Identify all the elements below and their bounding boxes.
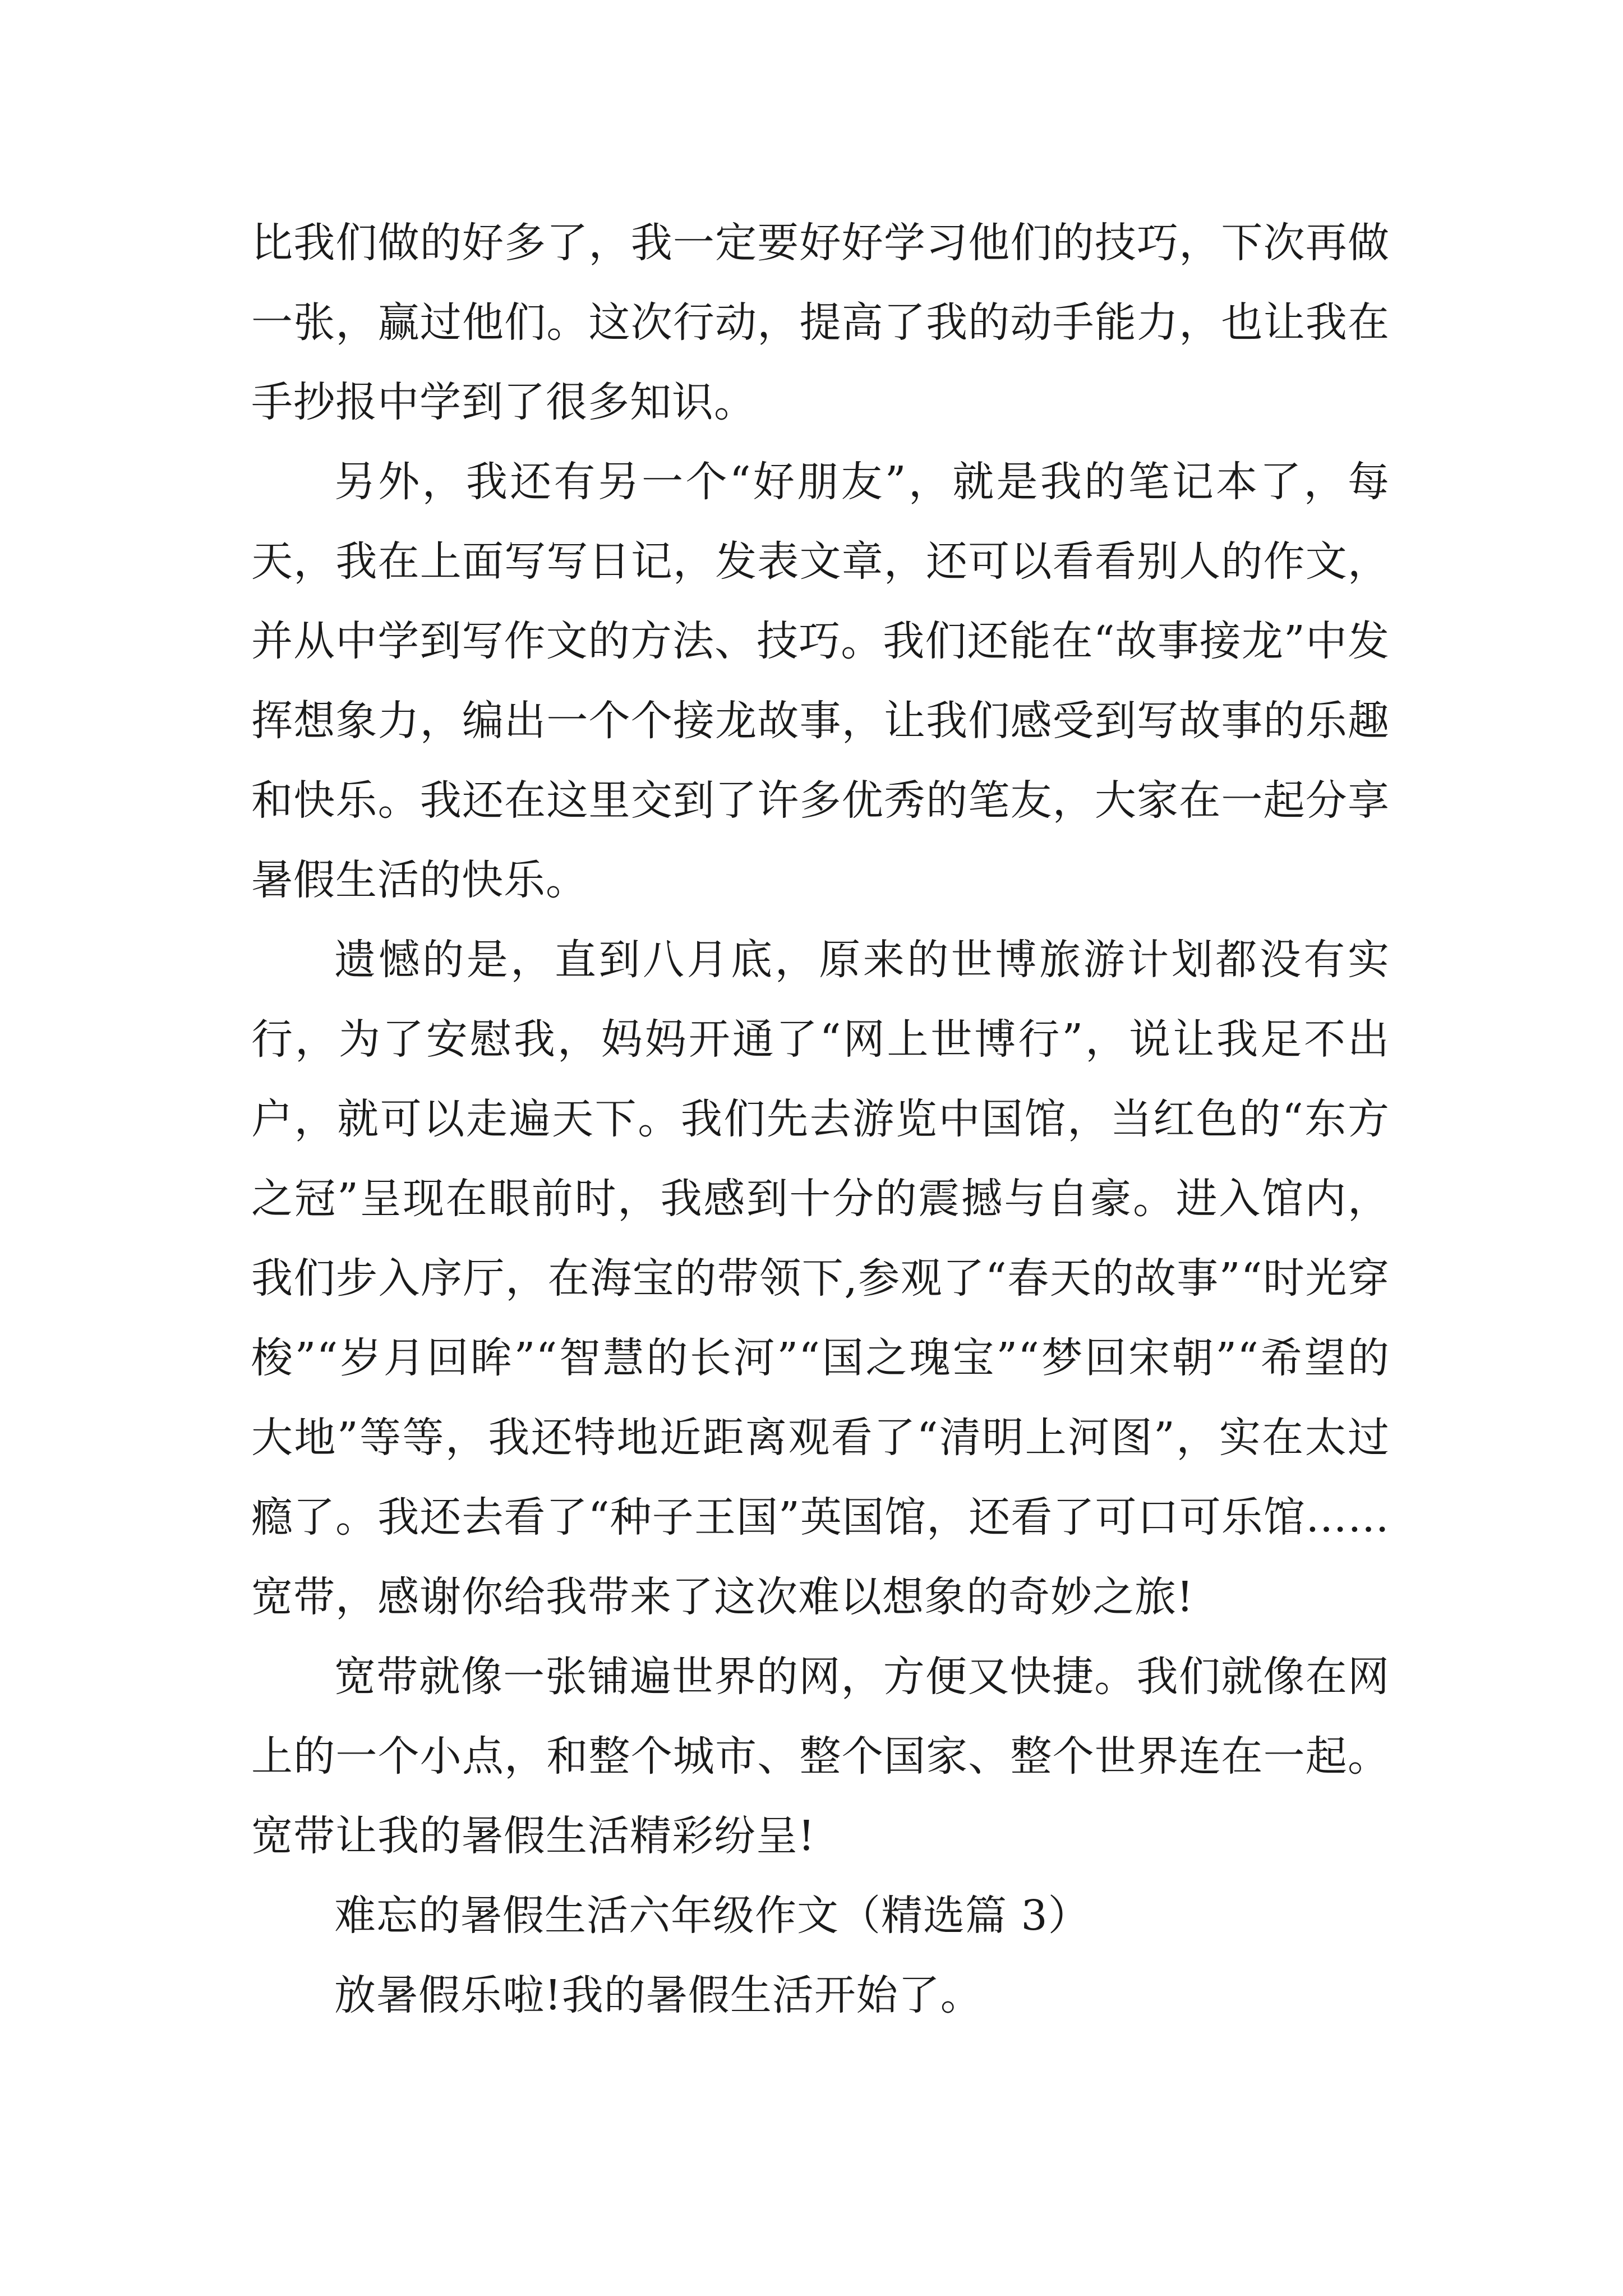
paragraph-expo: 遗憾的是，直到八月底，原来的世博旅游计划都没有实行，为了安慰我，妈妈开通了“网上世博行”，说让我足不出户，就可以走遍天下。我们先去游览中国馆，当红色的“东方之冠”呈现在眼前时，我感到十分的震撼与自豪。进入馆内，我们步入序厅，在海宝的带领下,参观了“春天的故事”“时光穿梭”“岁月回眸”“智慧的长河”“国之瑰宝”“梦回宋朝”“希望的大地”等等，我还特地近距离观看了“清明上河图”，实在太过瘾了。我还去看了“种子王国”英国馆，还看了可口可乐馆……宽带，感谢你给我带来了这次难以想象的奇妙之旅! — [251, 936, 1390, 1621]
section-title: 难忘的暑假生活六年级作文（精选篇 3） — [334, 1892, 1090, 1940]
paragraph-summer-start: 放暑假乐啦!我的暑假生活开始了。 — [334, 1971, 983, 2019]
paragraph-notebook: 另外，我还有另一个“好朋友”，就是我的笔记本了，每天，我在上面写写日记，发表文章，还可以看看别人的作文，并从中学到写作文的方法、技巧。我们还能在“故事接龙”中发挥想象力，编出一个个接龙故事，让我们感受到写故事的乐趣和快乐。我还在这里交到了许多优秀的笔友，大家在一起分享暑假生活的快乐。 — [251, 458, 1390, 904]
document-page — [251, 203, 1390, 2035]
paragraph-broadband: 宽带就像一张铺遍世界的网，方便又快捷。我们就像在网上的一个小点，和整个城市、整个国家、整个世界连在一起。宽带让我的暑假生活精彩纷呈! — [251, 1653, 1390, 1860]
paragraph-continuation: 比我们做的好多了，我一定要好好学习他们的技巧，下次再做一张，赢过他们。这次行动，提高了我的动手能力，也让我在手抄报中学到了很多知识。 — [251, 219, 1390, 426]
